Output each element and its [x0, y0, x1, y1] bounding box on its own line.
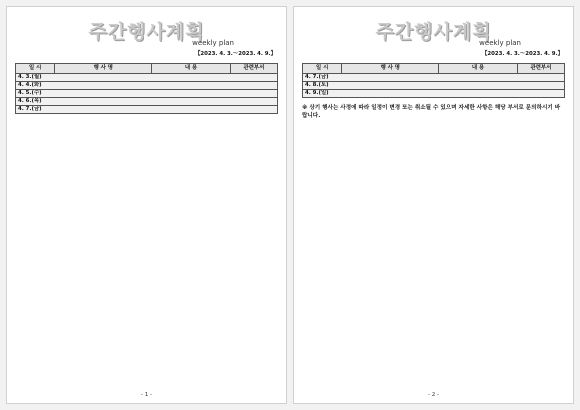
- date-label: 4. 7.(금): [303, 74, 565, 82]
- date-row: [16, 74, 278, 82]
- header-dept: 관련부서: [230, 64, 277, 74]
- date-label: 4. 6.(목): [16, 98, 278, 106]
- header-info: 내 용: [152, 64, 231, 74]
- date-row: [16, 106, 278, 114]
- document-subtitle: weekly plan: [479, 39, 521, 47]
- header-dept: 관련부서: [517, 64, 564, 74]
- page-left: [6, 6, 287, 404]
- page-number: - 2 -: [427, 392, 440, 398]
- date-label: 4. 7.(금): [16, 106, 278, 114]
- date-row: [16, 98, 278, 106]
- document-subtitle: weekly plan: [192, 39, 234, 47]
- header-time: 일 시: [303, 64, 342, 74]
- date-label: 4. 8.(토): [303, 82, 565, 90]
- document-title: 주간행사계획: [375, 21, 492, 43]
- date-row: [303, 90, 565, 98]
- schedule-table: [15, 63, 278, 114]
- date-range: 【2023. 4. 3.～2023. 4. 9.】: [195, 51, 276, 57]
- header-time: 일 시: [16, 64, 55, 74]
- header-event: 행 사 명: [55, 64, 152, 74]
- page-number: - 1 -: [140, 392, 153, 398]
- date-row: [303, 74, 565, 82]
- header-info: 내 용: [439, 64, 518, 74]
- table-header-row: [303, 64, 565, 74]
- page-header: [15, 15, 278, 59]
- date-label: 4. 9.(일): [303, 90, 565, 98]
- date-label: 4. 5.(수): [16, 90, 278, 98]
- footnote: ※ 상기 행사는 사정에 따라 일정이 변경 또는 취소될 수 있으며 자세한 사항은 해당 부서로 문의하시기 바랍니다.: [302, 105, 561, 119]
- date-label: 4. 3.(월): [16, 74, 278, 82]
- header-event: 행 사 명: [342, 64, 439, 74]
- page-header: [302, 15, 565, 59]
- table-header-row: [16, 64, 278, 74]
- date-range: 【2023. 4. 3.～2023. 4. 9.】: [482, 51, 563, 57]
- schedule-table: [302, 63, 565, 98]
- page-right: [293, 6, 574, 404]
- date-row: [303, 82, 565, 90]
- date-row: [16, 82, 278, 90]
- document-title: 주간행사계획: [88, 21, 205, 43]
- date-label: 4. 4.(화): [16, 82, 278, 90]
- date-row: [16, 90, 278, 98]
